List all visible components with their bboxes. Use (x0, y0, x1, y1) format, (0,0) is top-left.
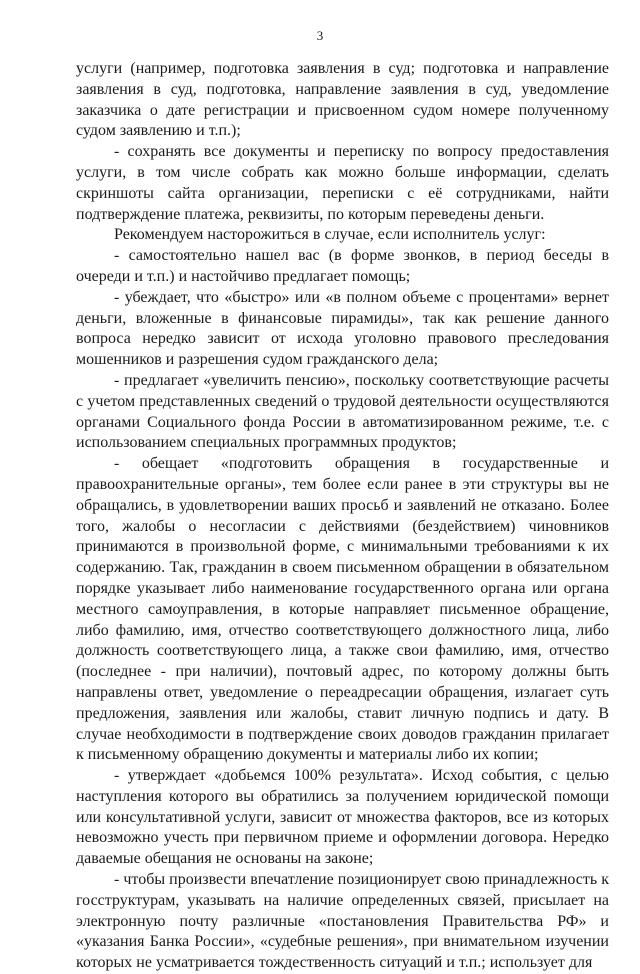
page-number: 3 (316, 28, 324, 43)
document-body (76, 59, 609, 974)
paragraph: - самостоятельно нашел вас (в форме звонков, в период беседы в очереди и т.п.) и настойчиво предлагает помощь; (76, 247, 609, 285)
paragraph: - убеждает, что «быстро» или «в полном объеме с процентами» вернет деньги, вложенные в финансовые пирамиды», так как решение данного вопроса нередко зависит от исхода уголовно правового преследования мошенников и разрешения судом гражданского дела; (76, 288, 609, 369)
paragraph: - сохранять все документы и переписку по вопросу предоставления услуги, в том числе собрать как можно больше информации, сделать скриншоты сайта организации, переписки с её сотрудниками, найти подтверждение платежа, реквизиты, по которым переведены деньги. (76, 143, 609, 223)
paragraph: - предлагает «увеличить пенсию», поскольку соответствующие расчеты с учетом представленных сведений о трудовой деятельности осуществляются органами Социального фонда России в автоматизированном режиме, т.е. с использованием специальных программных продуктов; (76, 371, 609, 452)
paragraph: - обещает «подготовить обращения в государственные и правоохранительные органы», тем более если ранее в эти структуры вы не обращались, в удовлетворении ваших просьб и заявлений не отказано. Более того, жалобы о несогласии с действиями (бездействием) чиновников принимаются в произвольной форме, с минимальными требованиями к их содержанию. Так, гражданин в своем письменном обращении в обязательном порядке указывает либо наименование государственного органа или органа местного самоуправления, в которые направляет письменное обращение, либо фамилию, имя, отчество соответствующего должностного лица, либо должность соответствующего лица, а также свои фамилию, имя, отчество (последнее - при наличии), почтовый адрес, по которому должны быть направлены ответ, уведомление о переадресации обращения, излагает суть предложения, заявления или жалобы, ставит личную подпись и дату. В случае необходимости в подтверждение своих доводов гражданин прилагает к письменному обращению документы и материалы либо их копии; (76, 455, 609, 764)
paragraph: услуги (например, подготовка заявления в суд; подготовка и направление заявления в суд, подготовка, направление заявления в суд, уведомление заказчика о дате регистрации и присвоенном судом номере полученному судом заявлению и т.п.); (76, 60, 609, 140)
paragraph: Рекомендуем насторожиться в случае, если исполнитель услуг: (114, 226, 546, 244)
paragraph: - чтобы произвести впечатление позиционирует свою принадлежность к госструктурам, указывать на наличие определенных связей, присылает на электронную почту различные «постановления Правительства РФ» и «указания Банка России», «судебные решения», при внимательном изучении которых не усматривается тождественность ситуаций и т.п.; использует для (76, 871, 609, 972)
paragraph: - утверждает «добьемся 100% результата». Исход события, с целью наступления которого вы обратились за получением юридической помощи или консультативной услуги, зависит от множества факторов, все из которых невозможно учесть при первичном приеме и оформлении договора. Нередко даваемые обещания не основаны на законе; (76, 767, 609, 868)
